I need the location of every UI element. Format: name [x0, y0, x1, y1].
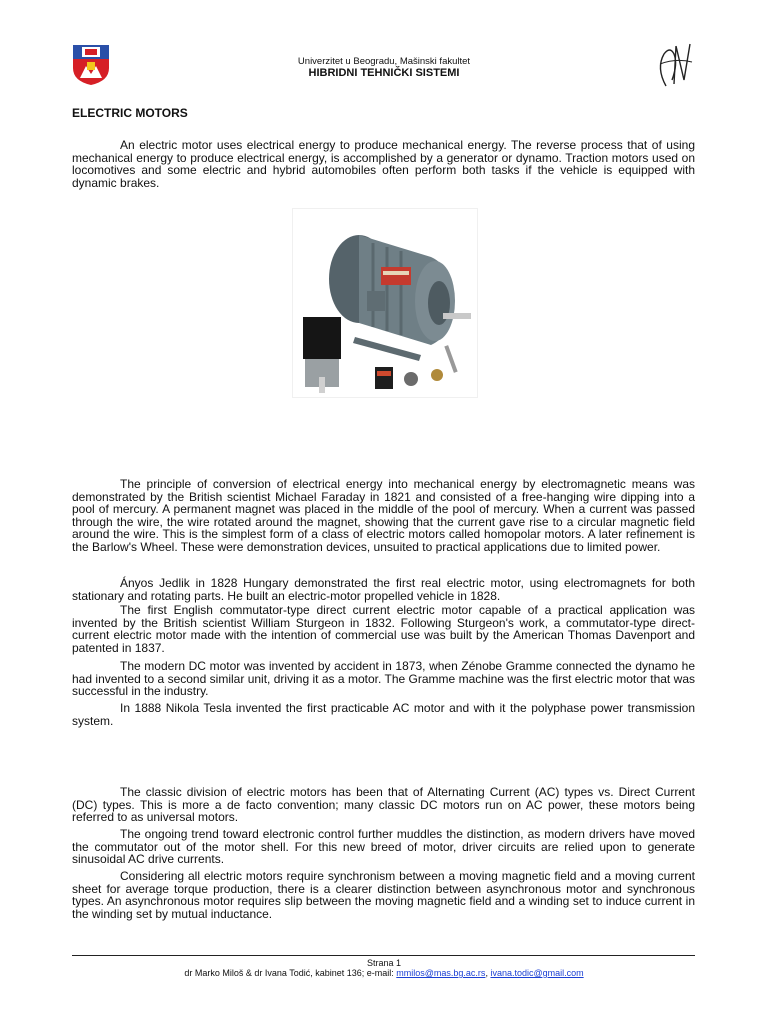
faculty-monogram-icon — [654, 40, 696, 90]
footer-divider — [72, 955, 695, 956]
page-title: ELECTRIC MOTORS — [72, 106, 188, 120]
footer-authors: dr Marko Miloš & dr Ivana Todić, kabinet 136; e-mail: — [184, 968, 397, 978]
classification-paragraph-1: The classic division of electric motors has been that of Alternating Current (AC) types vs. Direct Current (DC) types. This is more a de facto convention; many classic DC motors run on AC power, these motors being referred to as universal motors. — [72, 785, 695, 825]
classification-paragraph-2: The ongoing trend toward electronic control further muddles the distinction, as modern drivers have moved the commutator out of the motor shell. For this new breed of motor, driver circuits are relied upon to generate sinusoidal AC drive currents. — [72, 827, 695, 867]
email-link-todic[interactable]: ivana.todic@gmail.com — [490, 968, 584, 978]
history-paragraph-3: The first English commutator-type direct current electric motor capable of a practical application was invented by the British scientist William Sturgeon in 1832. Following Sturgeon's work, a commutator-type direct-current electric motor made with the intention of commercial use was built by the American Thomas Davenport and patented in 1837. — [72, 603, 695, 655]
footer-contact — [100, 968, 668, 978]
history-paragraph-1: The principle of conversion of electrical energy into mechanical energy by electromagnetic means was demonstrated by the British scientist Michael Faraday in 1821 and consisted of a free-hanging wire dipping into a pool of mercury. A permanent magnet was placed in the middle of the pool of mercury. When a current was passed through the wire, the wire rotated around the magnet, showing that the current gave rise to a circular magnetic field around the wire. This is the simplest form of a class of electric motors called homopolar motors. A later refinement is the Barlow's Wheel. These were demonstration devices, unsuited to practical applications due to limited power. — [72, 477, 695, 554]
history-paragraph-4: The modern DC motor was invented by accident in 1873, when Zénobe Gramme connected the dynamo he had invented to a second similar unit, driving it as a motor. The Gramme machine was the first electric motor that was successful in the industry. — [72, 659, 695, 699]
university-name: Univerzitet u Beogradu, Mašinski fakultet — [297, 56, 471, 67]
footer-separator: , — [485, 968, 491, 978]
electric-motors-photo — [292, 208, 478, 398]
page-number: Strana 1 — [366, 958, 402, 968]
university-crest-icon — [72, 44, 110, 86]
email-link-milos[interactable]: mmilos@mas.bg.ac.rs — [396, 968, 486, 978]
intro-paragraph: An electric motor uses electrical energy to produce mechanical energy. The reverse process that of using mechanical energy to produce electrical energy, is accomplished by a generator or dynamo. Traction motors used on locomotives and some electric and hybrid automobiles often perform both tasks if the vehicle is equipped with dynamic brakes. — [72, 138, 695, 190]
course-title: HIBRIDNI TEHNIČKI SISTEMI — [308, 67, 460, 79]
history-paragraph-5: In 1888 Nikola Tesla invented the first practicable AC motor and with it the polyphase power transmission system. — [72, 701, 695, 728]
classification-paragraph-3: Considering all electric motors require synchronism between a moving magnetic field and a moving current sheet for average torque production, there is a clearer distinction between asynchronous motor and synchronous types. An asynchronous motor requires slip between the moving magnetic field and a winding set to induce current in the winding set by mutual inductance. — [72, 869, 695, 921]
history-paragraph-2: Ányos Jedlik in 1828 Hungary demonstrated the first real electric motor, using electromagnets for both stationary and rotating parts. He built an electric-motor propelled vehicle in 1828. — [72, 576, 695, 603]
